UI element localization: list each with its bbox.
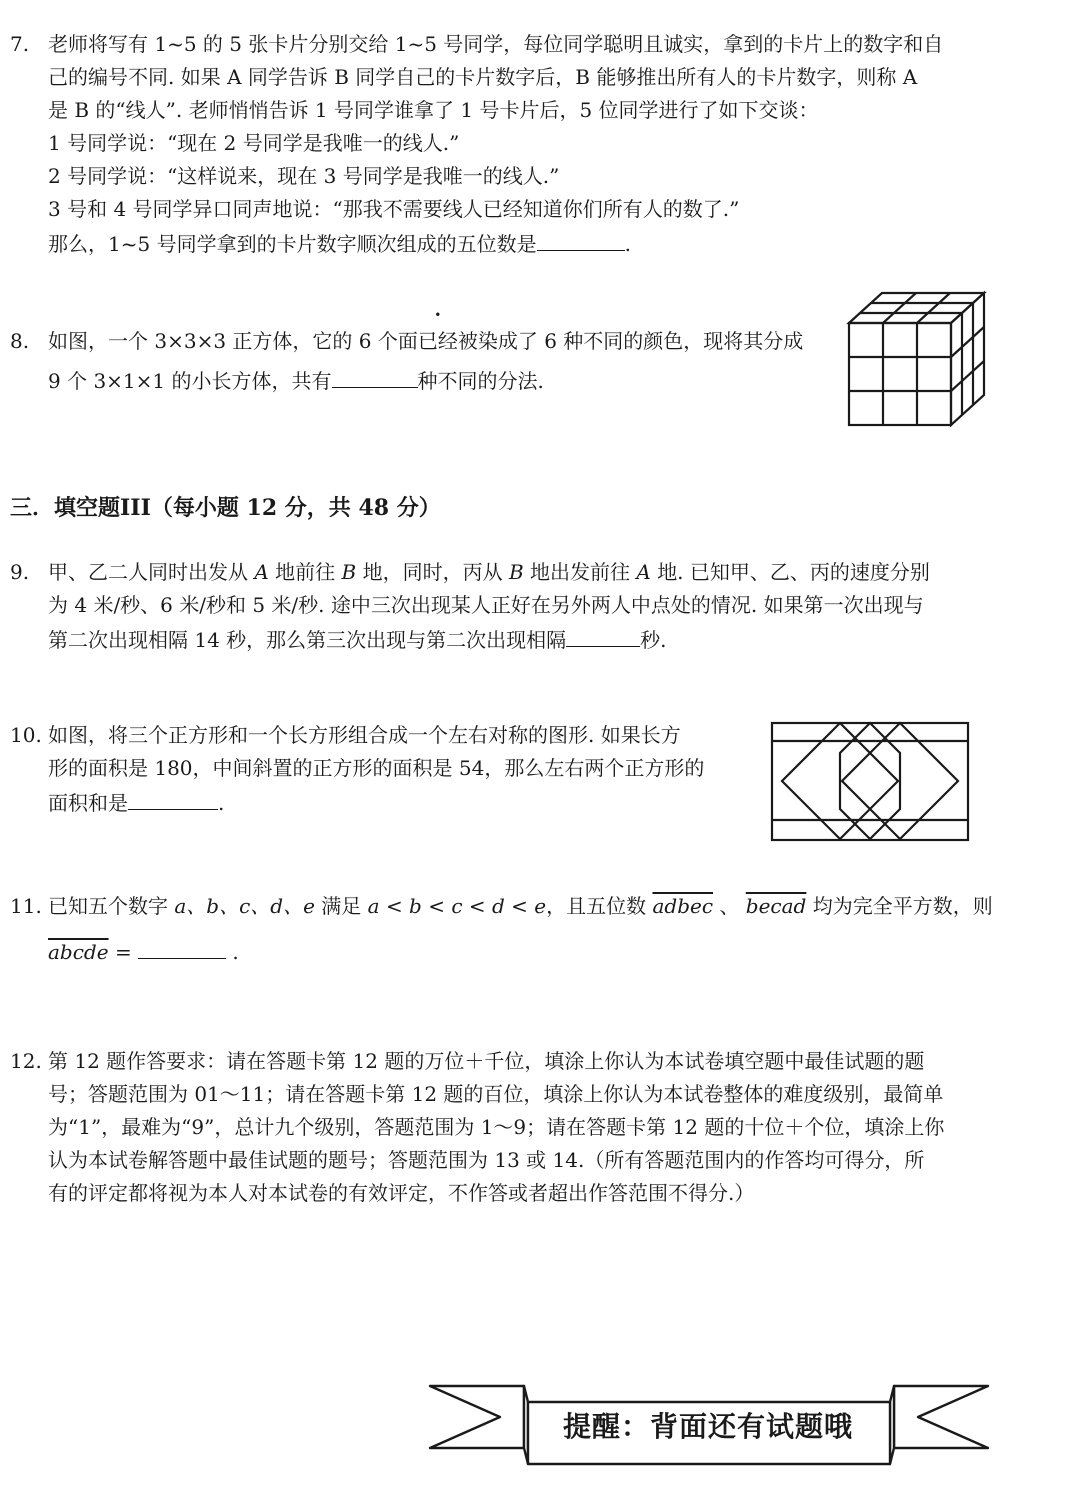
math-eq: = [114, 940, 132, 964]
question-line: 为 4 米/秒、6 米/秒和 5 米/秒. 途中三次出现某人正好在另外两人中点处的情况. 如果第一次出现与 [48, 593, 924, 617]
question-text: 秒. [640, 628, 667, 652]
math-number-overline: abcde [48, 940, 109, 964]
cube-3x3x3-figure [846, 290, 988, 428]
point-label: A [254, 560, 269, 584]
question-number: 12. [10, 1049, 42, 1073]
question-line: 是 B 的“线人”. 老师悄悄告诉 1 号同学谁拿了 1 号卡片后，5 位同学进行了如下交谈： [48, 98, 819, 122]
question-text: ，且五位数 [546, 894, 647, 918]
question-7 [10, 28, 1000, 261]
question-text: . [218, 791, 225, 815]
question-line: 2 号同学说：“这样说来，现在 3 号同学是我唯一的线人.” [48, 164, 560, 188]
question-text: 那么，1~5 号同学拿到的卡片数字顺次组成的五位数是 [48, 232, 537, 256]
math-number-overline: adbec [652, 894, 714, 918]
question-number: 7. [10, 32, 30, 56]
question-line: 认为本试卷解答题中最佳试题的题号；答题范围为 13 或 14.（所有答题范围内的作答均可得分，所 [48, 1148, 925, 1172]
question-text: 甲、乙二人同时出发从 [48, 560, 248, 584]
question-line: 如图，将三个正方形和一个长方形组合成一个左右对称的图形. 如果长方 [48, 723, 681, 747]
emphasis-dots [418, 321, 458, 361]
question-line [48, 361, 840, 401]
math-inequality: a < b < c < d < e [367, 894, 547, 918]
question-text: 被染成了 6 种不同的颜色，现将其分成 [457, 329, 804, 353]
question-text: 、 [719, 894, 740, 918]
question-8 [10, 321, 840, 401]
question-line [48, 929, 1010, 975]
answer-blank[interactable] [537, 226, 625, 251]
question-text: 地. 已知甲、乙、丙的速度分别 [657, 560, 930, 584]
question-text: 地，同时，丙从 [362, 560, 503, 584]
question-text: 地出发前往 [530, 560, 631, 584]
answer-blank[interactable] [138, 934, 226, 959]
question-text: . [624, 232, 631, 256]
question-number: 11. [10, 894, 42, 918]
symmetric-squares-figure [770, 720, 972, 844]
point-label: A [636, 560, 651, 584]
question-line: 为“1”，最难为“9”，总计九个级别，答题范围为 1～9；请在答题卡第 12 题的十位＋个位，填涂上你 [48, 1115, 945, 1139]
question-line: 第 12 题作答要求：请在答题卡第 12 题的万位＋千位，填涂上你认为本试卷填空题中最佳试题的题 [48, 1049, 925, 1073]
question-text: 种不同的分法. [417, 369, 544, 393]
point-label: B [508, 560, 524, 584]
question-text: 满足 [321, 894, 362, 918]
question-11 [10, 883, 1010, 975]
question-line [48, 785, 760, 820]
answer-blank[interactable] [332, 363, 418, 388]
question-number: 9. [10, 560, 30, 584]
question-line [48, 321, 840, 361]
question-line [48, 622, 1000, 657]
question-text: 均为完全平方数，则 [812, 894, 993, 918]
question-line: 3 号和 4 号同学异口同声地说：“那我不需要线人已经知道你们所有人的数了.” [48, 197, 740, 221]
question-number: 10. [10, 723, 42, 747]
question-text: 如图，一个 3×3×3 正方体，它的 6 个面 [48, 329, 418, 353]
question-9 [10, 556, 1000, 657]
question-line: 己的编号不同. 如果 A 同学告诉 B 同学自己的卡片数字后，B 能够推出所有人的卡片数字，则称 A [48, 65, 918, 89]
question-line: 形的面积是 180，中间斜置的正方形的面积是 54，那么左右两个正方形的 [48, 756, 705, 780]
answer-blank[interactable] [566, 622, 640, 647]
question-line [48, 556, 1000, 589]
question-line: 老师将写有 1~5 的 5 张卡片分别交给 1~5 号同学，每位同学聪明且诚实，拿到的卡片上的数字和自 [48, 32, 944, 56]
question-line: 号；答题范围为 01～11；请在答题卡第 12 题的百位，填涂上你认为本试卷整体的难度级别，最简单 [48, 1082, 944, 1106]
question-line [48, 883, 1010, 929]
question-text: 已经 [417, 329, 458, 353]
question-text: 地前往 [275, 560, 336, 584]
section-title: 三．填空题III（每小题 12 分，共 48 分） [10, 495, 441, 521]
question-line: 1 号同学说：“现在 2 号同学是我唯一的线人.” [48, 131, 460, 155]
question-text: . [232, 940, 239, 964]
question-text: 已知五个数字 [48, 894, 168, 918]
question-text: 9 个 3×1×1 的小长方体，共有 [48, 369, 332, 393]
reminder-text: 提醒：背面还有试题哦 [562, 1410, 853, 1443]
question-number: 8. [10, 329, 30, 353]
math-vars: a、b、c、d、e [174, 894, 315, 918]
point-label: B [341, 560, 357, 584]
question-text: 面积和是 [48, 791, 128, 815]
math-number-overline: becad [745, 894, 807, 918]
answer-blank[interactable] [128, 785, 218, 810]
question-text: 第二次出现相隔 14 秒，那么第三次出现与第二次出现相隔 [48, 628, 567, 652]
question-line [48, 226, 1000, 261]
question-12 [10, 1045, 1010, 1210]
question-line: 有的评定都将视为本人对本试卷的有效评定，不作答或者超出作答范围不得分.） [48, 1181, 755, 1205]
question-10 [10, 719, 760, 820]
